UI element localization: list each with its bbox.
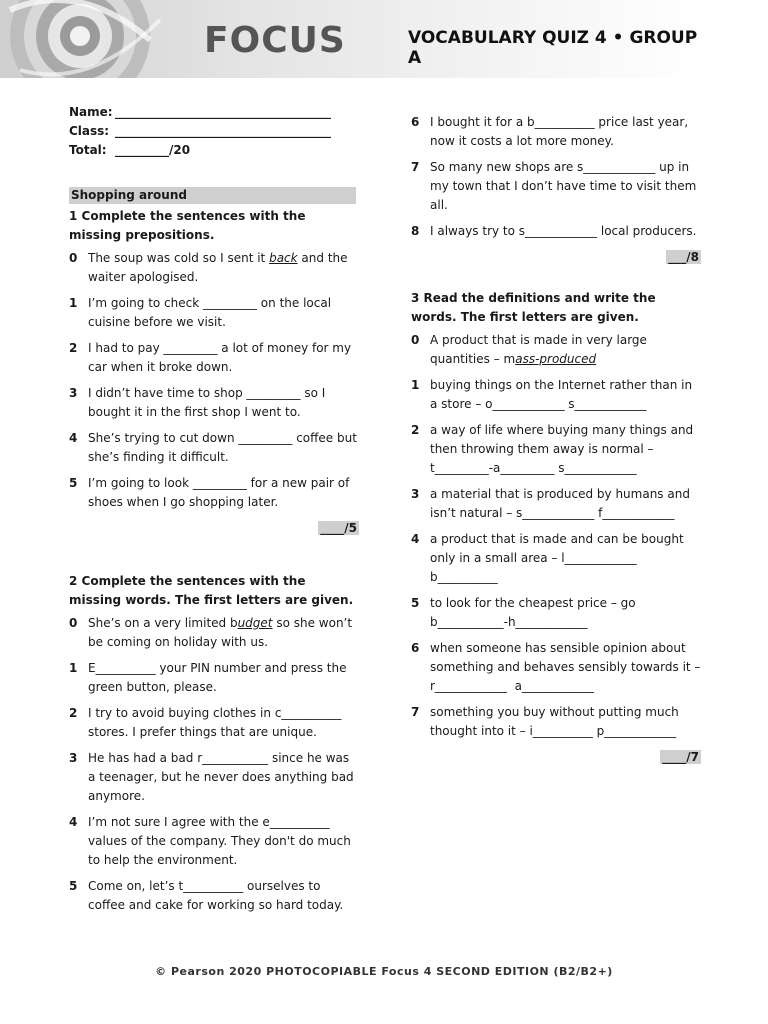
exercise-3-item [411,639,705,696]
exercise-1-item [69,384,359,422]
exercise-3-item [411,485,701,523]
example-text-after: so she won’t be coming on holiday with us. [88,616,356,649]
item-text: She’s trying to cut down _________ coffee but she’s finding it difficult. [88,431,361,464]
left-column [69,103,359,922]
item-number: 5 [69,476,78,490]
example-answer: ass-produced [515,352,597,366]
item-text: buying things on the Internet rather than in a store – o____________ s____________ [430,378,696,411]
quiz-title: VOCABULARY QUIZ 4 • GROUP A [408,28,698,68]
item-number: 1 [411,378,420,392]
exercise-3-item [411,530,701,587]
exercise-2-score [411,248,701,267]
item-number: 3 [411,487,420,501]
class-row [69,122,359,141]
item-number: 7 [411,705,420,719]
exercise-1-example [69,249,359,287]
total-line: _________/20 [115,143,191,157]
item-text: Come on, let’s t__________ ourselves to coffee and cake for working so hard today. [88,879,344,912]
exercise-2-item [69,704,359,742]
item-text [430,331,701,369]
exercise-2-item [411,113,701,151]
exercise-2-item [69,659,359,697]
exercise-3-score [411,748,701,767]
item-number: 1 [69,296,78,310]
item-number: 5 [411,596,420,610]
score-box: ___/8 [668,250,699,264]
item-text: I had to pay _________ a lot of money for my car when it broke down. [88,341,355,374]
item-number: 1 [69,661,78,675]
item-text: I bought it for a b__________ price last year, now it costs a lot more money. [430,115,692,148]
exercise-2-item [411,158,701,215]
exercise-1-score [69,519,359,538]
exercise-3-instruction: 3 Read the definitions and write the words. The first letters are given. [411,291,656,324]
section-title: Shopping around [69,187,356,204]
item-number: 0 [411,333,420,347]
item-number: 2 [411,423,420,437]
item-number: 7 [411,160,420,174]
example-text-before: The soup was cold so I sent it [88,251,270,265]
score-box: ____/7 [662,750,699,764]
item-text: a product that is made and can be bought only in a small area – l____________ b__________ [430,532,688,584]
exercise-3-item [411,376,701,414]
exercise-3-item [411,594,701,632]
total-row [69,141,359,160]
exercise-3-example [411,331,701,369]
swirl-logo-graphic [0,0,200,78]
item-number: 3 [69,751,78,765]
item-text: He has had a bad r___________ since he was a teenager, but he never does anything bad anymore. [88,751,358,803]
exercise-2-item [69,813,359,870]
item-text: a material that is produced by humans and isn’t natural – s____________ f____________ [430,487,694,520]
exercise-2-instruction: 2 Complete the sentences with the missing words. The first letters are given. [69,574,354,607]
name-label: Name: [69,105,113,119]
name-row [69,103,359,122]
exercise-1-instruction: 1 Complete the sentences with the missing prepositions. [69,209,306,242]
name-line: ____________________________________ [115,105,331,119]
item-text: E__________ your PIN number and press the green button, please. [88,661,351,694]
item-text [88,249,359,287]
item-number: 2 [69,706,78,720]
item-number: 6 [411,641,420,655]
item-text: I try to avoid buying clothes in c__________ stores. I prefer things that are unique. [88,706,346,739]
right-column [411,113,705,767]
item-text: something you buy without putting much thought into it – i__________ p____________ [430,705,683,738]
exercise-2-item [411,222,701,241]
page-footer: © Pearson 2020 PHOTOCOPIABLE Focus 4 SECOND EDITION (B2/B2+) [155,965,613,978]
focus-logo: FOCUS [204,20,346,61]
total-label: Total: [69,143,107,157]
example-text-before: A product that is made in very large quantities – m [430,333,651,366]
item-text: I’m going to check _________ on the local cuisine before we visit. [88,296,335,329]
item-number: 0 [69,251,78,265]
item-number: 8 [411,224,420,238]
item-text: to look for the cheapest price – go b___________-h____________ [430,596,640,629]
item-text: a way of life where buying many things and then throwing them away is normal – t_________-a_________ s____________ [430,423,697,475]
exercise-1-item [69,429,359,467]
item-number: 2 [69,341,78,355]
exercise-2-example [69,614,359,652]
item-number: 5 [69,879,78,893]
example-answer: back [269,251,298,265]
exercise-1-item [69,294,359,332]
exercise-3-item [411,703,701,741]
exercise-3-item [411,421,701,478]
item-text [88,614,359,652]
example-text-before: She’s on a very limited b [88,616,238,630]
item-text: I always try to s____________ local producers. [430,224,697,238]
page-header [0,0,702,78]
item-text: when someone has sensible opinion about something and behaves sensibly towards it – r____________ a____________ [430,641,705,693]
class-line: ____________________________________ [115,124,331,138]
item-text: I didn’t have time to shop _________ so I bought it in the first shop I went to. [88,386,330,419]
item-text: So many new shops are s____________ up in my town that I don’t have time to visit them all. [430,160,701,212]
item-number: 6 [411,115,420,129]
item-number: 0 [69,616,78,630]
item-number: 4 [411,532,420,546]
example-text-after: and the waiter apologised. [88,251,352,284]
class-label: Class: [69,124,110,138]
item-number: 4 [69,431,78,445]
item-text: I’m going to look _________ for a new pair of shoes when I go shopping later. [88,476,354,509]
exercise-1-item [69,474,359,512]
item-number: 4 [69,815,78,829]
exercise-2-item [69,877,359,915]
exercise-2-item [69,749,359,806]
item-number: 3 [69,386,78,400]
example-answer: udget [237,616,273,630]
item-text: I’m not sure I agree with the e__________ values of the company. They don't do much to help the environment. [88,815,355,867]
score-box: ____/5 [320,521,357,535]
exercise-1-item [69,339,359,377]
